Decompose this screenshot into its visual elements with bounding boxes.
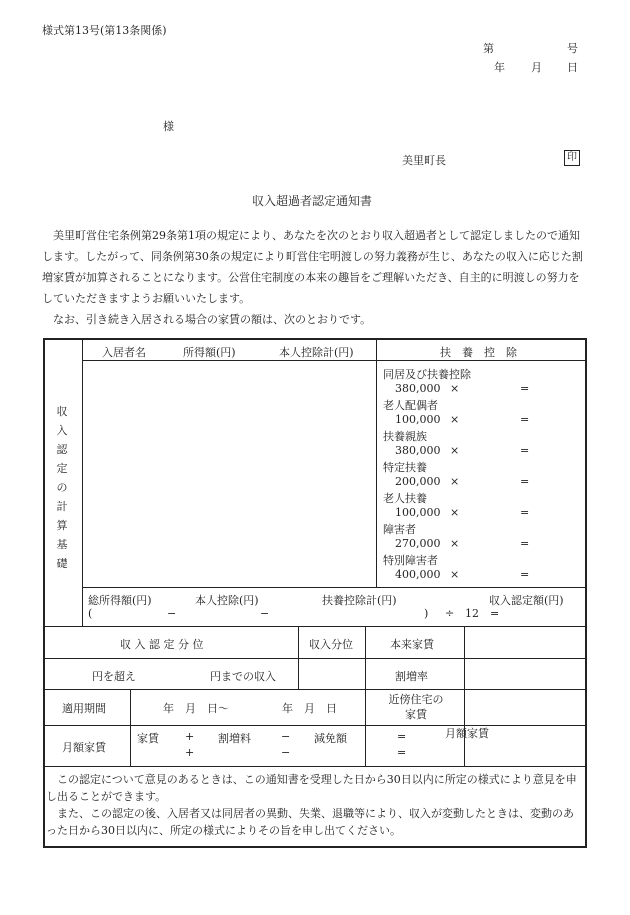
- deduction-amount: 200,000: [395, 475, 441, 488]
- number-dai: 第: [483, 42, 494, 55]
- date-month: 月: [531, 61, 542, 74]
- body-paragraph-1: 美里町営住宅条例第29条第1項の規定により、あなたを次のとおり収入超過者として認定しましたので通知します。したがって、同条例第30条の規定により町営住宅明渡しの努力義務が生じ、あなたの収入に応じた割増家賃が加算されることになります。公営住宅制度の本来の趣旨をご理解いただき、自主的に明渡しの努力をしていただきますようお願いいたします。: [42, 229, 583, 305]
- deduction-label: 老人扶養: [383, 492, 427, 505]
- issuer: 美里町長: [402, 154, 446, 167]
- income-class-header: 収入分位: [309, 638, 353, 651]
- equals-sign: =: [520, 382, 530, 395]
- deduction-label: 障害者: [383, 523, 416, 536]
- surcharge-rate-label: 割増率: [395, 670, 428, 683]
- times-sign: ×: [450, 506, 460, 519]
- period-start: 年 月 日〜: [163, 702, 229, 715]
- minus-sign: −: [167, 607, 177, 620]
- surcharge-label: 割増料: [218, 732, 251, 745]
- addressee-suffix: 様: [163, 120, 174, 133]
- number-go: 号: [567, 42, 578, 55]
- times-sign: ×: [450, 413, 460, 426]
- equals-sign: =: [397, 730, 407, 743]
- equals-sign: =: [520, 413, 530, 426]
- up-to-label: 円までの収入: [210, 670, 276, 683]
- period-label: 適用期間: [62, 702, 106, 715]
- equals-sign: =: [520, 444, 530, 457]
- equals-sign: =: [520, 568, 530, 581]
- note-objection: この認定について意見のあるときは、この通知書を受理した日から30日以内に所定の様式により意見を申し出ることができます。: [46, 773, 577, 803]
- times-sign: ×: [450, 444, 460, 457]
- seal-stamp: 印: [564, 150, 580, 166]
- deduction-amount: 270,000: [395, 537, 441, 550]
- total-income-label: 総所得額(円): [88, 594, 152, 607]
- dependent-total-label: 扶養控除計(円): [322, 594, 397, 607]
- deduction-label: 扶養親族: [383, 430, 427, 443]
- divide-sign: ÷: [445, 607, 455, 620]
- close-paren: ): [424, 607, 429, 620]
- times-sign: ×: [450, 568, 460, 581]
- equals-sign: =: [490, 607, 500, 620]
- resident-name-header: 入居者名: [102, 346, 146, 359]
- open-paren: (: [88, 607, 93, 620]
- plus-sign: +: [185, 746, 195, 759]
- recognized-income-label: 収入認定額(円): [489, 594, 564, 607]
- plus-sign: +: [185, 730, 195, 743]
- deduction-amount: 400,000: [395, 568, 441, 581]
- deduction-label: 同居及び扶養控除: [383, 368, 471, 381]
- deduction-amount: 380,000: [395, 444, 441, 457]
- reduction-label: 減免額: [314, 732, 347, 745]
- self-deduction-label: 本人控除(円): [195, 594, 259, 607]
- deduction-label: 特定扶養: [383, 461, 427, 474]
- minus-sign: −: [260, 607, 270, 620]
- monthly-rent-result-label: 月額家賃: [445, 727, 489, 740]
- period-end: 年 月 日: [282, 702, 337, 715]
- self-deduction-header: 本人控除計(円): [279, 346, 354, 359]
- nearby-rent-label: 近傍住宅の 家賃: [388, 693, 444, 721]
- times-sign: ×: [450, 382, 460, 395]
- body-paragraph-2: なお、引き続き入居される場合の家賃の額は、次のとおりです。: [53, 313, 372, 326]
- minus-sign: −: [281, 730, 291, 743]
- side-label: 収 入 認 定 の 計 算 基 礎: [56, 405, 68, 570]
- recognition-class-header: 収 入 認 定 分 位: [120, 638, 204, 651]
- deduction-amount: 100,000: [395, 413, 441, 426]
- equals-sign: =: [397, 746, 407, 759]
- date-day: 日: [567, 61, 578, 74]
- equals-sign: =: [520, 475, 530, 488]
- equals-sign: =: [520, 537, 530, 550]
- times-sign: ×: [450, 475, 460, 488]
- over-label: 円を超え: [92, 670, 136, 683]
- base-rent-header: 本来家賃: [390, 638, 434, 651]
- deduction-amount: 100,000: [395, 506, 441, 519]
- dependent-deduction-header: 扶 養 控 除: [440, 346, 517, 359]
- rent-label: 家賃: [137, 732, 159, 745]
- note-income-change: また、この認定の後、入居者又は同居者の異動、失業、退職等により、収入が変動したときは、変動のあった日から30日以内に、所定の様式によりその旨を申し出てください。: [46, 807, 574, 837]
- deduction-amount: 380,000: [395, 382, 441, 395]
- minus-sign: −: [281, 746, 291, 759]
- deduction-label: 老人配偶者: [383, 399, 438, 412]
- times-sign: ×: [450, 537, 460, 550]
- equals-sign: =: [520, 506, 530, 519]
- deduction-label: 特別障害者: [383, 554, 438, 567]
- monthly-rent-label: 月額家賃: [62, 741, 106, 754]
- date-year: 年: [494, 61, 505, 74]
- divisor-12: 12: [465, 607, 479, 620]
- document-title: 収入超過者認定通知書: [252, 194, 373, 208]
- income-header: 所得額(円): [183, 346, 236, 359]
- form-number: 様式第13号(第13条関係): [42, 24, 167, 37]
